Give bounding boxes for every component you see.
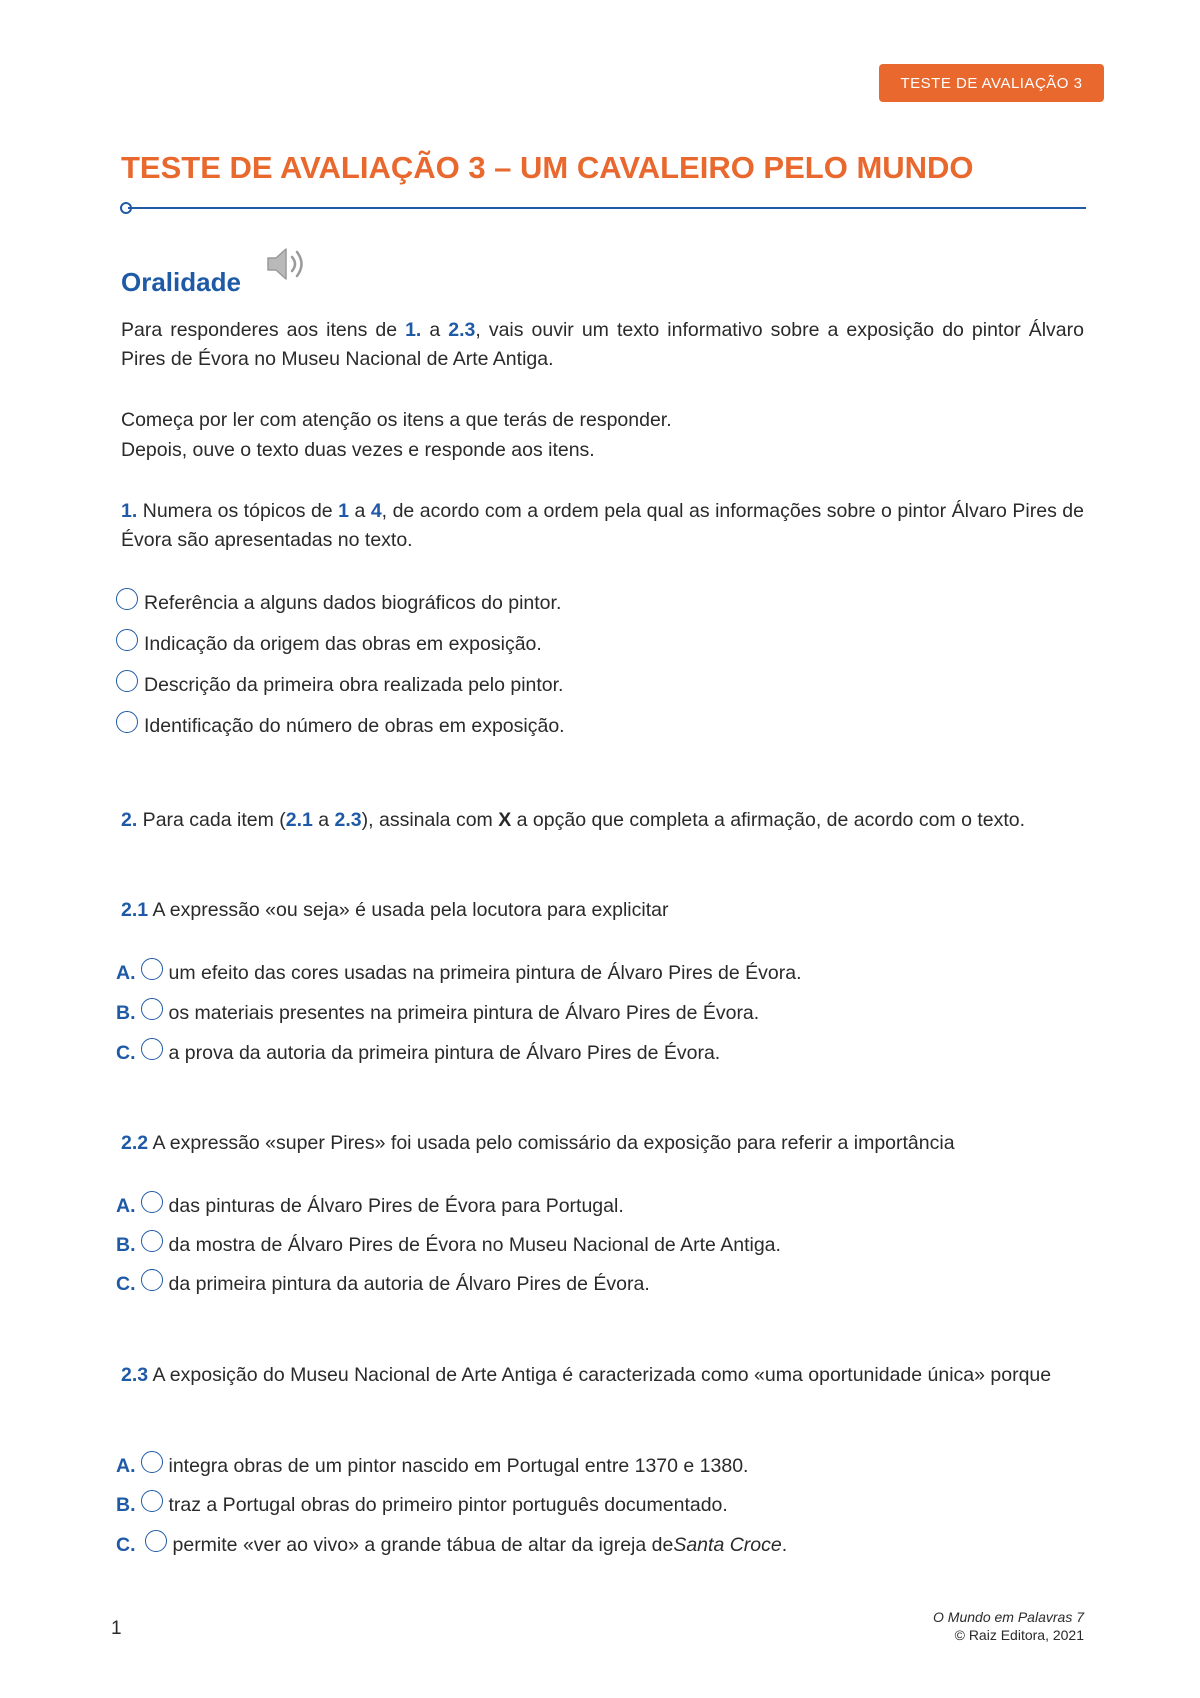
- answer-circle[interactable]: [116, 670, 138, 692]
- title-divider: [120, 202, 1086, 214]
- instruction-line-2: Depois, ouve o texto duas vezes e responde aos itens.: [121, 439, 595, 461]
- test-badge: TESTE DE AVALIAÇÃO 3: [879, 64, 1104, 102]
- intro-paragraph: Para responderes aos itens de 1. a 2.3, vais ouvir um texto informativo sobre a exposição do pintor Álvaro Pires de Évora no Museu Nacional de Arte Antiga.: [121, 319, 1084, 370]
- question-2-2: 2.2 A expressão «super Pires» foi usada pelo comissário da exposição para referir a importância: [121, 1132, 955, 1154]
- footer-credits: [933, 1608, 1084, 1644]
- q21-option-a: A. um efeito das cores usadas na primeira pintura de Álvaro Pires de Évora.: [116, 960, 802, 986]
- answer-circle[interactable]: [141, 1191, 163, 1213]
- q1-option: Descrição da primeira obra realizada pelo pintor.: [116, 672, 563, 698]
- q23-option-c: C. permite «ver ao vivo» a grande tábua de altar da igreja de Santa Croce .: [116, 1532, 787, 1558]
- book-title: O Mundo em Palavras 7: [933, 1609, 1084, 1625]
- q23-option-a: A. integra obras de um pintor nascido em Portugal entre 1370 e 1380.: [116, 1453, 748, 1479]
- section-title: Oralidade: [121, 267, 241, 297]
- page-number: 1: [111, 1618, 122, 1639]
- answer-circle[interactable]: [141, 958, 163, 980]
- answer-circle[interactable]: [141, 1451, 163, 1473]
- answer-circle[interactable]: [116, 629, 138, 651]
- instruction-line-1: Começa por ler com atenção os itens a que terás de responder.: [121, 409, 672, 431]
- question-1: 1. Numera os tópicos de 1 a 4, de acordo com a ordem pela qual as informações sobre o pintor Álvaro Pires de Évora são apresentadas no texto.: [121, 500, 1084, 551]
- q22-option-b: B. da mostra de Álvaro Pires de Évora no Museu Nacional de Arte Antiga.: [116, 1232, 781, 1258]
- q21-option-c: C. a prova da autoria da primeira pintura de Álvaro Pires de Évora.: [116, 1040, 720, 1066]
- answer-circle[interactable]: [141, 1269, 163, 1291]
- question-2-3: 2.3 A exposição do Museu Nacional de Arte Antiga é caracterizada como «uma oportunidade única» porque: [121, 1364, 1052, 1386]
- q22-option-c: C. da primeira pintura da autoria de Álvaro Pires de Évora.: [116, 1271, 650, 1297]
- q1-option: Referência a alguns dados biográficos do pintor.: [116, 590, 561, 616]
- question-2-1: 2.1 A expressão «ou seja» é usada pela locutora para explicitar: [121, 899, 669, 921]
- q22-option-a: A. das pinturas de Álvaro Pires de Évora para Portugal.: [116, 1193, 624, 1219]
- answer-circle[interactable]: [145, 1530, 167, 1552]
- answer-circle[interactable]: [141, 1490, 163, 1512]
- q1-option: Identificação do número de obras em exposição.: [116, 713, 565, 739]
- q23-option-b: B. traz a Portugal obras do primeiro pintor português documentado.: [116, 1492, 728, 1518]
- speaker-icon[interactable]: [264, 243, 310, 285]
- q1-option: Indicação da origem das obras em exposição.: [116, 631, 542, 657]
- answer-circle[interactable]: [116, 588, 138, 610]
- answer-circle[interactable]: [141, 1038, 163, 1060]
- copyright: © Raiz Editora, 2021: [954, 1627, 1084, 1643]
- answer-circle[interactable]: [141, 1230, 163, 1252]
- answer-circle[interactable]: [141, 998, 163, 1020]
- question-2: 2. Para cada item (2.1 a 2.3), assinala com X a opção que completa a afirmação, de acordo com o texto.: [121, 809, 1026, 831]
- answer-circle[interactable]: [116, 711, 138, 733]
- q21-option-b: B. os materiais presentes na primeira pintura de Álvaro Pires de Évora.: [116, 1000, 759, 1026]
- page-title: TESTE DE AVALIAÇÃO 3 – UM CAVALEIRO PELO MUNDO: [121, 150, 974, 185]
